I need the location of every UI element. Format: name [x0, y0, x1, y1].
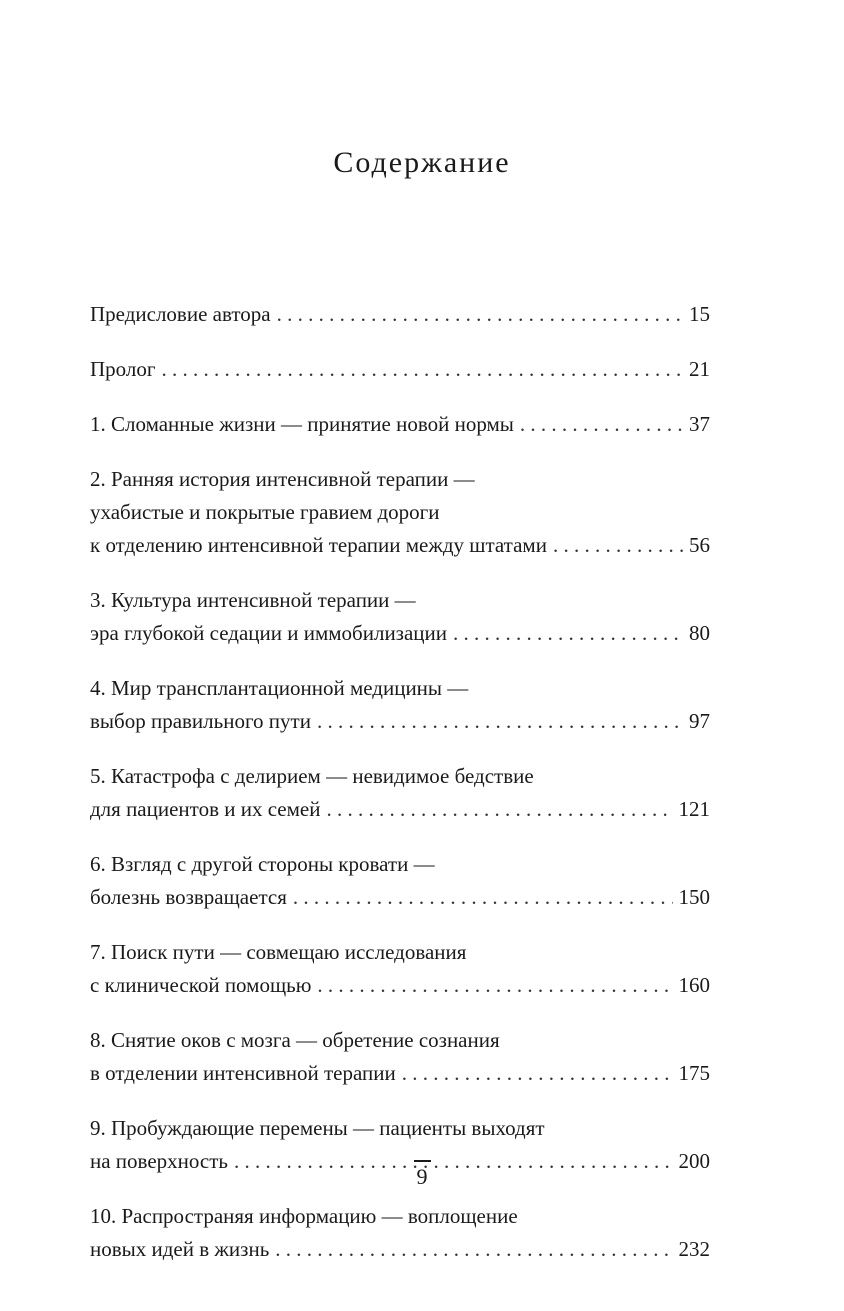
toc-entry [90, 298, 710, 331]
toc-entry-title: 10. Распространяя информацию — воплощение [90, 1204, 518, 1228]
toc-line [90, 408, 710, 441]
toc-page-number: 56 [689, 533, 710, 557]
toc-page-number: 150 [678, 885, 710, 909]
toc-entry-title: для пациентов и их семей [90, 797, 321, 821]
toc-entry [90, 353, 710, 386]
toc-entry-title: 2. Ранняя история интенсивной терапии — [90, 467, 475, 491]
toc-entry-title: 8. Снятие оков с мозга — обретение сознания [90, 1028, 500, 1052]
toc-entry-title: новых идей в жизнь [90, 1237, 270, 1261]
toc-line [90, 705, 710, 738]
dot-leader [520, 408, 683, 441]
dot-leader [402, 1057, 673, 1090]
toc-entry [90, 848, 710, 914]
page-title: Содержание [333, 146, 511, 179]
toc-page-number: 121 [678, 797, 710, 821]
page-number [0, 1160, 844, 1190]
toc-page-number: 37 [689, 412, 710, 436]
toc-entry-title: в отделении интенсивной терапии [90, 1061, 396, 1085]
toc-page-number: 21 [689, 357, 710, 381]
toc-entry [90, 584, 710, 650]
toc-entry-title: эра глубокой седации и иммобилизации [90, 621, 448, 645]
toc-line [90, 969, 710, 1002]
toc-line [90, 881, 710, 914]
toc-entry-title: выбор правильного пути [90, 709, 311, 733]
toc-line [90, 793, 710, 826]
toc-entry-title: ухабистые и покрытые гравием дороги [90, 500, 440, 524]
dot-leader [326, 793, 672, 826]
toc-entry [90, 672, 710, 738]
toc-entry [90, 1200, 710, 1266]
toc-page-number: 15 [689, 302, 710, 326]
toc-line [90, 1200, 710, 1233]
toc-entry-title: к отделению интенсивной терапии между штатами [90, 533, 547, 557]
toc-entry-title: 1. Сломанные жизни — принятие новой нормы [90, 412, 514, 436]
dot-leader [277, 298, 683, 331]
dot-leader [317, 969, 672, 1002]
toc-entry-title: Предисловие автора [90, 302, 271, 326]
toc-entry-title: 9. Пробуждающие перемены — пациенты выходят [90, 1116, 545, 1140]
toc-entry-title: болезнь возвращается [90, 885, 287, 909]
toc-entry [90, 408, 710, 441]
toc-entry [90, 936, 710, 1002]
page-number-value: 9 [414, 1160, 431, 1190]
toc-line [90, 760, 710, 793]
table-of-contents [90, 298, 710, 1288]
dot-leader [317, 705, 683, 738]
toc-entry-title: на поверхность [90, 1149, 228, 1173]
toc-entry [90, 1024, 710, 1090]
toc-entry-title: 6. Взгляд с другой стороны кровати — [90, 852, 435, 876]
toc-entry-title: Пролог [90, 357, 156, 381]
toc-entry [90, 760, 710, 826]
toc-page-number: 175 [678, 1061, 710, 1085]
toc-line [90, 1024, 710, 1057]
toc-line [90, 672, 710, 705]
toc-entry-title: 7. Поиск пути — совмещаю исследования [90, 940, 467, 964]
toc-entry-title: 5. Катастрофа с делирием — невидимое бедствие [90, 764, 534, 788]
toc-line [90, 1057, 710, 1090]
toc-page-number: 160 [678, 973, 710, 997]
toc-line [90, 1233, 710, 1266]
toc-line [90, 463, 710, 496]
toc-page-number: 80 [689, 621, 710, 645]
dot-leader [161, 353, 683, 386]
toc-entry [90, 463, 710, 562]
dot-leader [553, 529, 683, 562]
toc-line [90, 1112, 710, 1145]
toc-line [90, 529, 710, 562]
dot-leader [293, 881, 673, 914]
toc-line [90, 617, 710, 650]
toc-entry-title: 4. Мир трансплантационной медицины — [90, 676, 469, 700]
toc-entry-title: с клинической помощью [90, 973, 312, 997]
toc-page-number: 232 [678, 1237, 710, 1261]
toc-line [90, 936, 710, 969]
toc-line [90, 848, 710, 881]
dot-leader [275, 1233, 672, 1266]
toc-line [90, 584, 710, 617]
toc-page-number: 200 [678, 1149, 710, 1173]
toc-line [90, 298, 710, 331]
toc-page-number: 97 [689, 709, 710, 733]
dot-leader [453, 617, 683, 650]
toc-line [90, 353, 710, 386]
toc-line [90, 496, 710, 529]
toc-entry-title: 3. Культура интенсивной терапии — [90, 588, 416, 612]
